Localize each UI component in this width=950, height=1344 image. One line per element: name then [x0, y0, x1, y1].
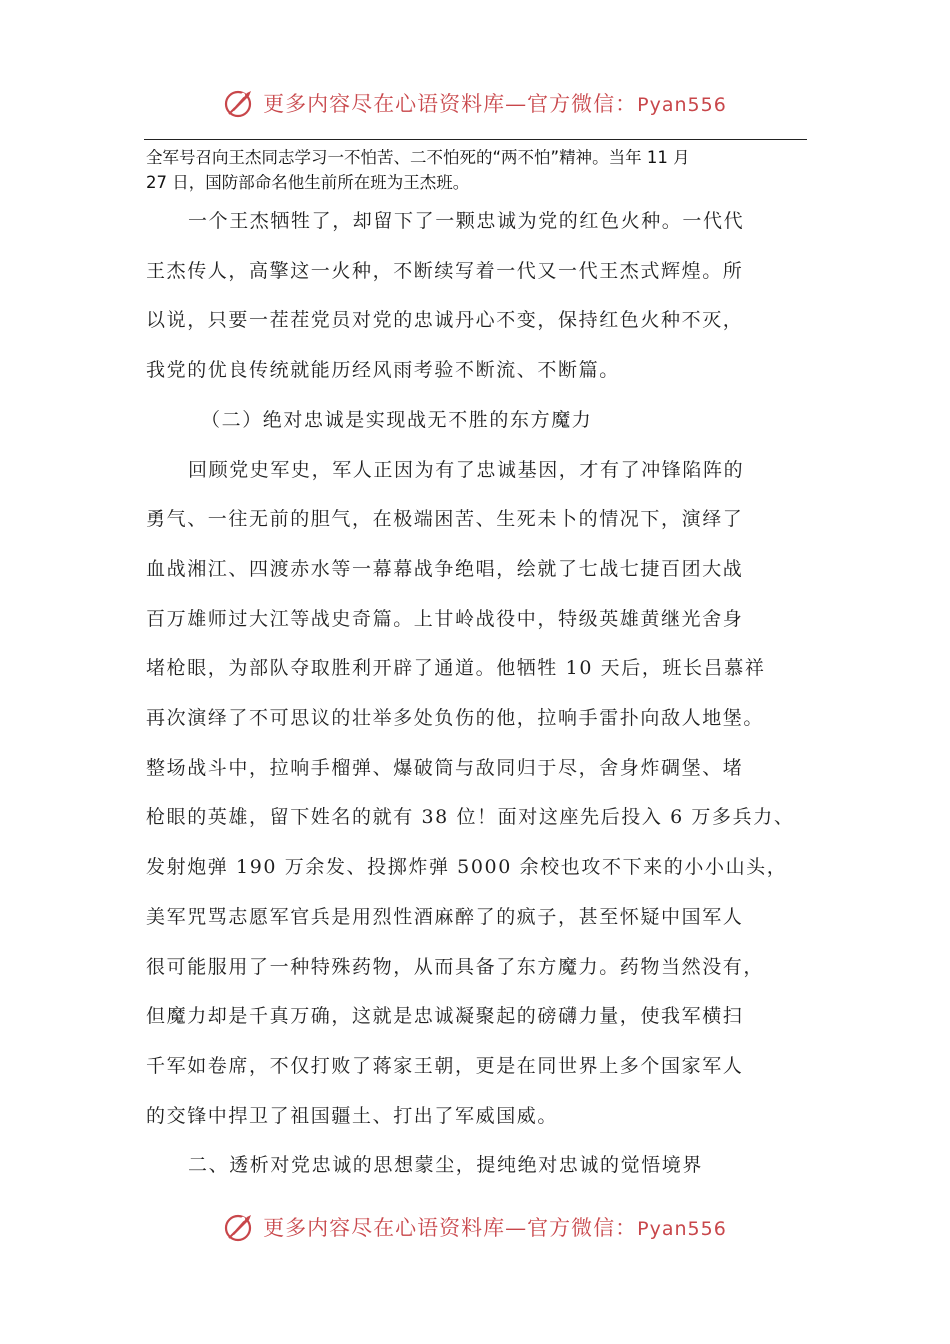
header-banner-label: 更多内容尽在心语资料库—官方微信：	[263, 92, 638, 116]
section-heading: （二）绝对忠诚是实现战无不胜的东方魔力	[201, 408, 593, 431]
paragraph-line: 美军咒骂志愿军官兵是用烈性酒麻醉了的疯子，甚至怀疑中国军人	[146, 905, 744, 928]
paragraph-line: 枪眼的英雄，留下姓名的就有 38 位！面对这座先后投入 6 万多兵力、	[146, 806, 795, 829]
paragraph-line: 百万雄师过大江等战史奇篇。上甘岭战役中，特级英雄黄继光舍身	[146, 607, 744, 630]
header-banner	[0, 86, 950, 120]
lead-line: 全军号召向王杰同志学习一不怕苦、二不怕死的“两不怕”精神。当年 11 月	[146, 148, 690, 167]
footer-banner	[0, 1210, 950, 1244]
quill-logo-icon	[223, 86, 257, 120]
section-heading: 二、透析对党忠诚的思想蒙尘，提纯绝对忠诚的觉悟境界	[188, 1154, 704, 1177]
paragraph-line: 我党的优良传统就能历经风雨考验不断流、不断篇。	[146, 359, 620, 382]
paragraph-line: 一个王杰牺牲了，却留下了一颗忠诚为党的红色火种。一代代	[188, 210, 745, 232]
paragraph-line: 血战湘江、四渡赤水等一幕幕战争绝唱，绘就了七战七捷百团大战	[146, 557, 744, 580]
paragraph-line: 整场战斗中，拉响手榴弹、爆破筒与敌同归于尽，舍身炸碉堡、堵	[146, 756, 744, 779]
lead-line: 27 日，国防部命名他生前所在班为王杰班。	[146, 173, 470, 192]
footer-banner-text	[263, 1212, 727, 1242]
paragraph-line: 的交锋中捍卫了祖国疆土、打出了军威国威。	[146, 1104, 559, 1127]
paragraph-line: 很可能服用了一种特殊药物，从而具备了东方魔力。药物当然没有，	[146, 955, 765, 978]
body-text	[146, 197, 818, 1191]
paragraph-line: 以说，只要一茬茬党员对党的忠诚丹心不变，保持红色火种不灭，	[146, 309, 744, 332]
paragraph-line: 勇气、一往无前的胆气，在极端困苦、生死未卜的情况下，演绎了	[146, 508, 744, 531]
paragraph-line: 发射炮弹 190 万余发、投掷炸弹 5000 余校也攻不下来的小小山头，	[146, 856, 788, 879]
header-banner-wechat: Pyan556	[637, 94, 727, 116]
paragraph-line: 王杰传人，高擎这一火种，不断续写着一代又一代王杰式辉煌。所	[146, 259, 744, 282]
header-banner-text	[263, 88, 727, 118]
header-rule	[144, 139, 807, 140]
footer-banner-label: 更多内容尽在心语资料库—官方微信：	[263, 1216, 638, 1240]
paragraph-line: 但魔力却是千真万确，这就是忠诚凝聚起的磅礴力量，使我军横扫	[146, 1005, 744, 1028]
paragraph-line: 回顾党史军史，军人正因为有了忠诚基因，才有了冲锋陷阵的	[188, 458, 745, 481]
quill-logo-icon	[223, 1210, 257, 1244]
lead-paragraph	[146, 145, 806, 195]
paragraph-line: 再次演绎了不可思议的壮举多处负伤的他，拉响手雷扑向敌人地堡。	[146, 707, 765, 730]
footer-banner-wechat: Pyan556	[637, 1218, 727, 1240]
paragraph-line: 堵枪眼，为部队夺取胜利开辟了通道。他牺牲 10 天后，班长吕慕祥	[146, 657, 766, 680]
paragraph-line: 千军如卷席，不仅打败了蒋家王朝，更是在同世界上多个国家军人	[146, 1054, 744, 1077]
